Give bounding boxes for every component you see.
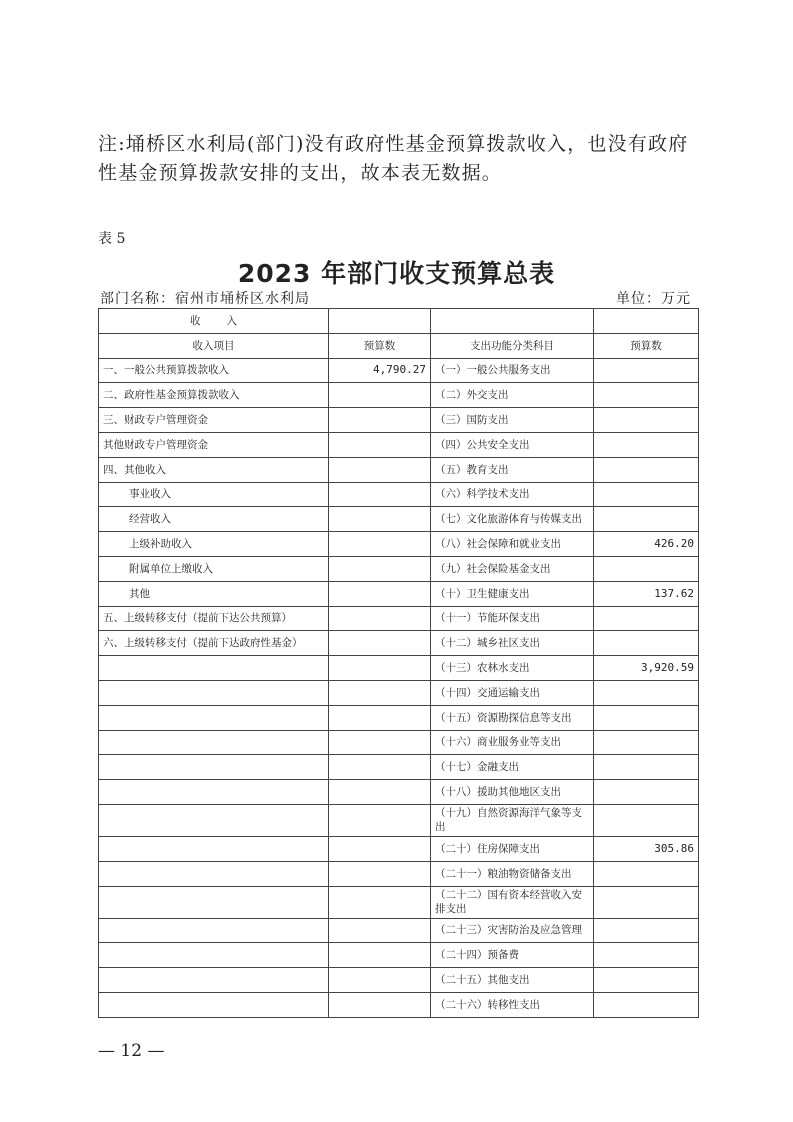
header-row — [99, 333, 699, 358]
expense-item-cell: （十四）交通运输支出 — [431, 680, 594, 705]
header-row-top — [99, 309, 699, 334]
table-row — [99, 992, 699, 1017]
expense-item-cell: （十五）资源勘探信息等支出 — [431, 705, 594, 730]
table-row — [99, 968, 699, 993]
income-amount-cell — [329, 556, 431, 581]
header-empty-cell — [594, 309, 699, 334]
income-amount-cell — [329, 804, 431, 836]
expense-amount-cell — [594, 918, 699, 943]
expense-amount-cell — [594, 432, 699, 457]
income-amount-cell — [329, 606, 431, 631]
expense-item-cell: （二）外交支出 — [431, 383, 594, 408]
table-row — [99, 861, 699, 886]
table-row — [99, 507, 699, 532]
income-item-cell — [99, 836, 329, 861]
income-amount-cell — [329, 943, 431, 968]
expense-amount-cell — [594, 631, 699, 656]
income-amount-cell — [329, 581, 431, 606]
income-amount-cell — [329, 507, 431, 532]
expense-amount-cell — [594, 861, 699, 886]
income-amount-cell — [329, 432, 431, 457]
expense-amount-header: 预算数 — [594, 333, 699, 358]
expense-amount-cell — [594, 556, 699, 581]
note-paragraph: 注:埇桥区水利局(部门)没有政府性基金预算拨款收入，也没有政府性基金预算拨款安排的支出，故本表无数据。 — [98, 133, 689, 184]
income-item-cell: 上级补助收入 — [99, 532, 329, 557]
expense-amount-cell — [594, 804, 699, 836]
page-number: — 12 — — [98, 1041, 165, 1061]
expense-amount-cell: 137.62 — [594, 581, 699, 606]
expense-item-cell: （十八）援助其他地区支出 — [431, 780, 594, 805]
expense-amount-cell — [594, 358, 699, 383]
income-amount-cell — [329, 780, 431, 805]
income-header: 收入 — [99, 309, 329, 334]
expense-item-cell: （十三）农林水支出 — [431, 656, 594, 681]
expense-amount-cell — [594, 780, 699, 805]
table-row — [99, 730, 699, 755]
expense-item-cell: （三）国防支出 — [431, 408, 594, 433]
income-item-cell: 三、财政专户管理资金 — [99, 408, 329, 433]
table-row — [99, 780, 699, 805]
expense-item-cell: （十九）自然资源海洋气象等支出 — [431, 804, 594, 836]
expense-amount-cell — [594, 705, 699, 730]
income-item-cell — [99, 730, 329, 755]
expense-item-cell: （六）科学技术支出 — [431, 482, 594, 507]
expense-amount-cell — [594, 943, 699, 968]
expense-item-cell: （二十五）其他支出 — [431, 968, 594, 993]
expense-item-cell: （十二）城乡社区支出 — [431, 631, 594, 656]
header-empty-cell — [329, 309, 431, 334]
expense-item-cell: （十六）商业服务业等支出 — [431, 730, 594, 755]
expense-item-cell: （二十）住房保障支出 — [431, 836, 594, 861]
income-item-cell — [99, 804, 329, 836]
expense-amount-cell — [594, 383, 699, 408]
expense-item-cell: （八）社会保障和就业支出 — [431, 532, 594, 557]
income-amount-cell — [329, 730, 431, 755]
income-item-cell: 其他财政专户管理资金 — [99, 432, 329, 457]
income-amount-cell — [329, 532, 431, 557]
income-item-cell: 一、一般公共预算拨款收入 — [99, 358, 329, 383]
expense-item-cell: （二十三）灾害防治及应急管理 — [431, 918, 594, 943]
income-item-cell — [99, 780, 329, 805]
table-row — [99, 656, 699, 681]
table-row — [99, 532, 699, 557]
expense-amount-cell: 426.20 — [594, 532, 699, 557]
table-row — [99, 432, 699, 457]
expense-amount-cell — [594, 507, 699, 532]
budget-table — [98, 308, 699, 1018]
table-row — [99, 943, 699, 968]
income-item-cell — [99, 992, 329, 1017]
income-amount-cell — [329, 886, 431, 918]
header-empty-cell — [431, 309, 594, 334]
table-row — [99, 836, 699, 861]
income-item-cell: 六、上级转移支付（提前下达政府性基金） — [99, 631, 329, 656]
expense-item-cell: （十七）金融支出 — [431, 755, 594, 780]
income-item-header: 收入项目 — [99, 333, 329, 358]
table-row — [99, 886, 699, 918]
income-amount-header: 预算数 — [329, 333, 431, 358]
income-item-cell: 二、政府性基金预算拨款收入 — [99, 383, 329, 408]
table-row — [99, 556, 699, 581]
income-amount-cell — [329, 457, 431, 482]
income-item-cell — [99, 755, 329, 780]
expense-item-cell: （二十四）预备费 — [431, 943, 594, 968]
expense-amount-cell — [594, 886, 699, 918]
expense-item-cell: （一）一般公共服务支出 — [431, 358, 594, 383]
table-row — [99, 581, 699, 606]
income-amount-cell — [329, 680, 431, 705]
expense-item-cell: （十一）节能环保支出 — [431, 606, 594, 631]
income-item-cell — [99, 886, 329, 918]
expense-amount-cell — [594, 408, 699, 433]
expense-item-cell: （七）文化旅游体育与传媒支出 — [431, 507, 594, 532]
expense-amount-cell — [594, 457, 699, 482]
income-item-cell — [99, 861, 329, 886]
income-amount-cell — [329, 861, 431, 886]
income-amount-cell — [329, 992, 431, 1017]
income-item-cell: 事业收入 — [99, 482, 329, 507]
expense-item-cell: （九）社会保险基金支出 — [431, 556, 594, 581]
table-row — [99, 383, 699, 408]
income-item-cell — [99, 705, 329, 730]
table-number: 表 5 — [98, 231, 126, 247]
expense-item-cell: （二十二）国有资本经营收入安排支出 — [431, 886, 594, 918]
income-amount-cell — [329, 918, 431, 943]
table-row — [99, 755, 699, 780]
income-amount-cell — [329, 836, 431, 861]
expense-item-cell: （二十六）转移性支出 — [431, 992, 594, 1017]
expense-amount-cell — [594, 482, 699, 507]
income-item-cell — [99, 680, 329, 705]
income-item-cell — [99, 943, 329, 968]
expense-item-cell: （五）教育支出 — [431, 457, 594, 482]
expense-amount-cell — [594, 606, 699, 631]
income-amount-cell — [329, 705, 431, 730]
income-amount-cell — [329, 383, 431, 408]
expense-item-cell: （十）卫生健康支出 — [431, 581, 594, 606]
expense-amount-cell — [594, 992, 699, 1017]
expense-amount-cell — [594, 755, 699, 780]
table-row — [99, 482, 699, 507]
income-item-cell — [99, 918, 329, 943]
expense-amount-cell: 3,920.59 — [594, 656, 699, 681]
expense-item-header: 支出功能分类科目 — [431, 333, 594, 358]
income-item-cell — [99, 656, 329, 681]
department-name: 部门名称：宿州市埇桥区水利局 — [100, 291, 310, 307]
expense-amount-cell: 305.86 — [594, 836, 699, 861]
income-item-cell: 五、上级转移支付（提前下达公共预算） — [99, 606, 329, 631]
table-row — [99, 358, 699, 383]
income-amount-cell — [329, 968, 431, 993]
income-amount-cell — [329, 482, 431, 507]
table-row — [99, 408, 699, 433]
income-item-cell: 经营收入 — [99, 507, 329, 532]
table-row — [99, 680, 699, 705]
table-row — [99, 804, 699, 836]
expense-amount-cell — [594, 968, 699, 993]
income-amount-cell — [329, 755, 431, 780]
income-item-cell: 附属单位上缴收入 — [99, 556, 329, 581]
expense-amount-cell — [594, 680, 699, 705]
expense-amount-cell — [594, 730, 699, 755]
income-amount-cell: 4,790.27 — [329, 358, 431, 383]
budget-table-body — [99, 309, 699, 1018]
table-row — [99, 606, 699, 631]
table-row — [99, 457, 699, 482]
income-item-cell: 四、其他收入 — [99, 457, 329, 482]
expense-item-cell: （二十一）粮油物资储备支出 — [431, 861, 594, 886]
table-row — [99, 705, 699, 730]
page-title: 2023 年部门收支预算总表 — [237, 259, 556, 288]
income-amount-cell — [329, 408, 431, 433]
expense-item-cell: （四）公共安全支出 — [431, 432, 594, 457]
unit-label: 单位：万元 — [616, 291, 691, 307]
table-row — [99, 631, 699, 656]
income-item-cell — [99, 968, 329, 993]
income-amount-cell — [329, 631, 431, 656]
table-row — [99, 918, 699, 943]
income-item-cell: 其他 — [99, 581, 329, 606]
income-amount-cell — [329, 656, 431, 681]
